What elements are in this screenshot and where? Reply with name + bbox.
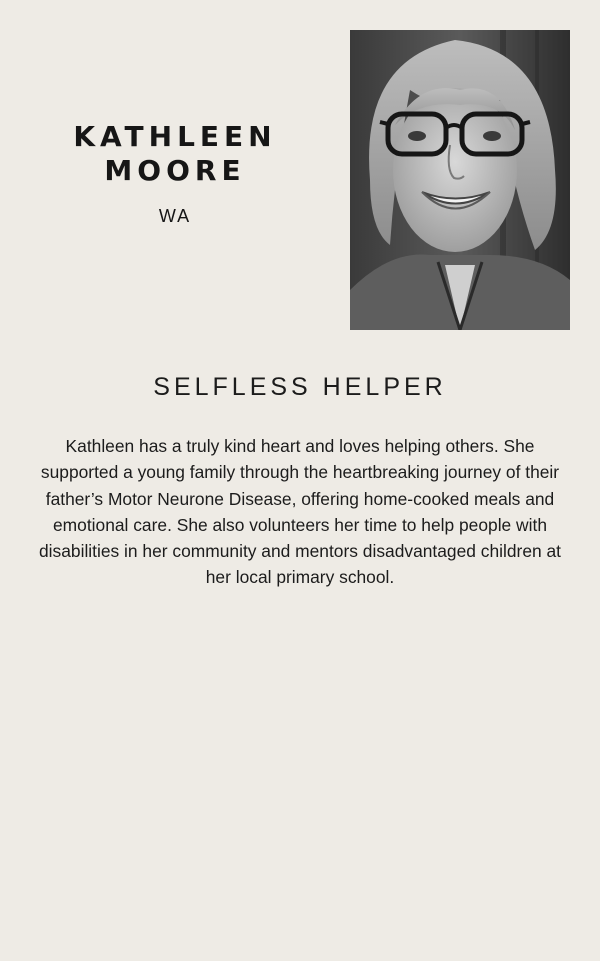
person-name — [40, 120, 310, 188]
profile-photo — [350, 30, 570, 330]
award-description: Kathleen has a truly kind heart and loves helping others. She supported a young family through the heartbreaking journey of their father’s Motor Neurone Disease, offering home-cooked meals and emotional care. She also volunteers her time to help people with disabilities in her community and mentors disadvantaged children at her local primary school. — [39, 436, 561, 588]
person-first-name: KATHLEEN — [73, 120, 277, 153]
person-last-name: MOORE — [104, 154, 246, 187]
award-title: SELFLESS HELPER — [153, 373, 447, 401]
profile-header — [40, 120, 310, 227]
person-state: WA — [158, 206, 192, 226]
